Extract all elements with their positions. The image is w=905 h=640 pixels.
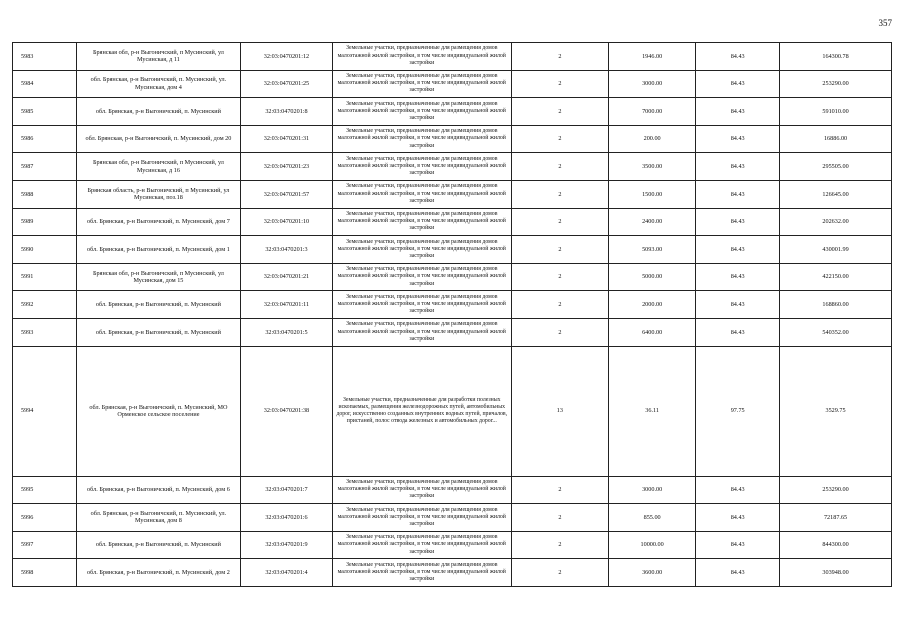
address-cell: обл. Брянская, р-н Выгоничский, п. Мусинский bbox=[76, 318, 240, 346]
cadastral-number-cell: 32:03:0470201:38 bbox=[241, 346, 333, 476]
cadastral-number-cell: 32:03:0470201:8 bbox=[241, 98, 333, 126]
group-number-cell: 13 bbox=[511, 346, 608, 476]
land-use-purpose-cell: Земельные участки, предназначенные для размещения домов малоэтажной жилой застройки, в том числе индивидуальной жилой застройки bbox=[332, 236, 511, 264]
cadastral-value-cell: 253290.00 bbox=[780, 476, 892, 504]
table-row bbox=[13, 125, 892, 153]
specific-value-cell: 84.43 bbox=[696, 531, 780, 559]
land-use-purpose-cell: Земельные участки, предназначенные для размещения домов малоэтажной жилой застройки, в том числе индивидуальной жилой застройки bbox=[332, 98, 511, 126]
table-row bbox=[13, 43, 892, 71]
cadastral-value-cell: 422150.00 bbox=[780, 263, 892, 291]
parcel-number-cell: 5997 bbox=[13, 531, 77, 559]
area-cell: 5093.00 bbox=[609, 236, 696, 264]
land-use-purpose-cell: Земельные участки, предназначенные для размещения домов малоэтажной жилой застройки, в том числе индивидуальной жилой застройки bbox=[332, 153, 511, 181]
table-row bbox=[13, 208, 892, 236]
group-number-cell: 2 bbox=[511, 504, 608, 532]
cadastral-value-cell: 303948.00 bbox=[780, 559, 892, 587]
land-use-purpose-cell: Земельные участки, предназначенные для размещения домов малоэтажной жилой застройки, в том числе индивидуальной жилой застройки bbox=[332, 559, 511, 587]
cadastral-value-cell: 126645.00 bbox=[780, 180, 892, 208]
table-row bbox=[13, 476, 892, 504]
group-number-cell: 2 bbox=[511, 531, 608, 559]
area-cell: 200.00 bbox=[609, 125, 696, 153]
address-cell: обл. Брянская, р-н Выгоничский, п. Мусинский bbox=[76, 531, 240, 559]
cadastral-value-cell: 168860.00 bbox=[780, 291, 892, 319]
land-use-purpose-cell: Земельные участки, предназначенные для размещения домов малоэтажной жилой застройки, в том числе индивидуальной жилой застройки bbox=[332, 291, 511, 319]
parcel-number-cell: 5996 bbox=[13, 504, 77, 532]
address-cell: Брянская обл, р-н Выгоничский, п Мусинский, ул Мусинская, д 11 bbox=[76, 43, 240, 71]
table-row bbox=[13, 263, 892, 291]
address-cell: обл. Брянская, р-н Выгоничский, п. Мусинский, МО Орменское сельское поселение bbox=[76, 346, 240, 476]
group-number-cell: 2 bbox=[511, 318, 608, 346]
area-cell: 2000.00 bbox=[609, 291, 696, 319]
address-cell: обл. Брянская, р-н Выгоничский, п. Мусинский bbox=[76, 98, 240, 126]
cadastral-number-cell: 32:03:0470201:57 bbox=[241, 180, 333, 208]
cadastral-value-cell: 16886.00 bbox=[780, 125, 892, 153]
land-use-purpose-cell: Земельные участки, предназначенные для размещения домов малоэтажной жилой застройки, в том числе индивидуальной жилой застройки bbox=[332, 504, 511, 532]
group-number-cell: 2 bbox=[511, 153, 608, 181]
area-cell: 1946.00 bbox=[609, 43, 696, 71]
specific-value-cell: 84.43 bbox=[696, 70, 780, 98]
address-cell: Брянская обл, р-н Выгоничский, п Мусинский, ул Мусинская, дом 15 bbox=[76, 263, 240, 291]
table-row bbox=[13, 318, 892, 346]
cadastral-number-cell: 32:03:0470201:10 bbox=[241, 208, 333, 236]
parcel-number-cell: 5998 bbox=[13, 559, 77, 587]
table-row bbox=[13, 98, 892, 126]
land-use-purpose-cell: Земельные участки, предназначенные для размещения домов малоэтажной жилой застройки, в том числе индивидуальной жилой застройки bbox=[332, 263, 511, 291]
address-cell: обл. Брянская, р-н Выгоничский, п. Мусинский, дом 7 bbox=[76, 208, 240, 236]
area-cell: 5000.00 bbox=[609, 263, 696, 291]
specific-value-cell: 97.75 bbox=[696, 346, 780, 476]
specific-value-cell: 84.43 bbox=[696, 180, 780, 208]
address-cell: обл. Брянская, р-н Выгоничский, п. Мусинский, дом 6 bbox=[76, 476, 240, 504]
land-use-purpose-cell: Земельные участки, предназначенные для размещения домов малоэтажной жилой застройки, в том числе индивидуальной жилой застройки bbox=[332, 70, 511, 98]
land-registry-table bbox=[12, 42, 892, 587]
group-number-cell: 2 bbox=[511, 291, 608, 319]
cadastral-number-cell: 32:03:0470201:6 bbox=[241, 504, 333, 532]
parcel-number-cell: 5985 bbox=[13, 98, 77, 126]
area-cell: 3000.00 bbox=[609, 476, 696, 504]
cadastral-value-cell: 3529.75 bbox=[780, 346, 892, 476]
cadastral-value-cell: 540352.00 bbox=[780, 318, 892, 346]
land-use-purpose-cell: Земельные участки, предназначенные для разработки полезных ископаемых, размещения железнодорожных путей, автомобильных дорог, искусственно созданных внутренних водных путей, причалов, пристаней, полос отвода железных и автомобильных дорог... bbox=[332, 346, 511, 476]
group-number-cell: 2 bbox=[511, 559, 608, 587]
address-cell: Брянская обл, р-н Выгоничский, п Мусинский, ул Мусинская, д 16 bbox=[76, 153, 240, 181]
table-row bbox=[13, 153, 892, 181]
parcel-number-cell: 5987 bbox=[13, 153, 77, 181]
registry-table-body bbox=[13, 43, 892, 587]
specific-value-cell: 84.43 bbox=[696, 559, 780, 587]
cadastral-number-cell: 32:03:0470201:12 bbox=[241, 43, 333, 71]
land-use-purpose-cell: Земельные участки, предназначенные для размещения домов малоэтажной жилой застройки, в том числе индивидуальной жилой застройки bbox=[332, 318, 511, 346]
parcel-number-cell: 5988 bbox=[13, 180, 77, 208]
land-use-purpose-cell: Земельные участки, предназначенные для размещения домов малоэтажной жилой застройки, в том числе индивидуальной жилой застройки bbox=[332, 43, 511, 71]
group-number-cell: 2 bbox=[511, 236, 608, 264]
area-cell: 7000.00 bbox=[609, 98, 696, 126]
cadastral-number-cell: 32:03:0470201:25 bbox=[241, 70, 333, 98]
specific-value-cell: 84.43 bbox=[696, 125, 780, 153]
group-number-cell: 2 bbox=[511, 43, 608, 71]
area-cell: 3500.00 bbox=[609, 153, 696, 181]
cadastral-number-cell: 32:03:0470201:4 bbox=[241, 559, 333, 587]
cadastral-value-cell: 591010.00 bbox=[780, 98, 892, 126]
address-cell: обл. Брянская, р-н Выгоничский, п. Мусинский, дом 1 bbox=[76, 236, 240, 264]
specific-value-cell: 84.43 bbox=[696, 236, 780, 264]
cadastral-number-cell: 32:03:0470201:5 bbox=[241, 318, 333, 346]
specific-value-cell: 84.43 bbox=[696, 504, 780, 532]
specific-value-cell: 84.43 bbox=[696, 291, 780, 319]
group-number-cell: 2 bbox=[511, 263, 608, 291]
parcel-number-cell: 5989 bbox=[13, 208, 77, 236]
area-cell: 2400.00 bbox=[609, 208, 696, 236]
group-number-cell: 2 bbox=[511, 208, 608, 236]
area-cell: 3000.00 bbox=[609, 70, 696, 98]
specific-value-cell: 84.43 bbox=[696, 476, 780, 504]
group-number-cell: 2 bbox=[511, 98, 608, 126]
parcel-number-cell: 5995 bbox=[13, 476, 77, 504]
area-cell: 36.11 bbox=[609, 346, 696, 476]
cadastral-value-cell: 72187.65 bbox=[780, 504, 892, 532]
land-use-purpose-cell: Земельные участки, предназначенные для размещения домов малоэтажной жилой застройки, в том числе индивидуальной жилой застройки bbox=[332, 180, 511, 208]
group-number-cell: 2 bbox=[511, 180, 608, 208]
cadastral-value-cell: 295505.00 bbox=[780, 153, 892, 181]
specific-value-cell: 84.43 bbox=[696, 263, 780, 291]
area-cell: 10000.00 bbox=[609, 531, 696, 559]
land-use-purpose-cell: Земельные участки, предназначенные для размещения домов малоэтажной жилой застройки, в том числе индивидуальной жилой застройки bbox=[332, 476, 511, 504]
address-cell: Брянская область, р-н Выгоничский, п Мусинский, ул Мусинская, поз.18 bbox=[76, 180, 240, 208]
cadastral-number-cell: 32:03:0470201:21 bbox=[241, 263, 333, 291]
page-number: 357 bbox=[878, 18, 892, 28]
parcel-number-cell: 5992 bbox=[13, 291, 77, 319]
address-cell: обл. Брянская, р-н Выгоничский, п. Мусинский, ул. Мусинская, дом 8 bbox=[76, 504, 240, 532]
cadastral-value-cell: 844300.00 bbox=[780, 531, 892, 559]
cadastral-number-cell: 32:03:0470201:31 bbox=[241, 125, 333, 153]
land-use-purpose-cell: Земельные участки, предназначенные для размещения домов малоэтажной жилой застройки, в том числе индивидуальной жилой застройки bbox=[332, 125, 511, 153]
table-row bbox=[13, 531, 892, 559]
area-cell: 3600.00 bbox=[609, 559, 696, 587]
parcel-number-cell: 5993 bbox=[13, 318, 77, 346]
area-cell: 855.00 bbox=[609, 504, 696, 532]
specific-value-cell: 84.43 bbox=[696, 318, 780, 346]
specific-value-cell: 84.43 bbox=[696, 153, 780, 181]
parcel-number-cell: 5990 bbox=[13, 236, 77, 264]
table-row bbox=[13, 70, 892, 98]
cadastral-number-cell: 32:03:0470201:9 bbox=[241, 531, 333, 559]
land-use-purpose-cell: Земельные участки, предназначенные для размещения домов малоэтажной жилой застройки, в том числе индивидуальной жилой застройки bbox=[332, 531, 511, 559]
group-number-cell: 2 bbox=[511, 125, 608, 153]
address-cell: обл. Брянская, р-н Выгоничский, п. Мусинский, дом 2 bbox=[76, 559, 240, 587]
cadastral-value-cell: 253290.00 bbox=[780, 70, 892, 98]
area-cell: 6400.00 bbox=[609, 318, 696, 346]
table-row bbox=[13, 504, 892, 532]
cadastral-number-cell: 32:03:0470201:3 bbox=[241, 236, 333, 264]
cadastral-value-cell: 430001.99 bbox=[780, 236, 892, 264]
parcel-number-cell: 5991 bbox=[13, 263, 77, 291]
land-use-purpose-cell: Земельные участки, предназначенные для размещения домов малоэтажной жилой застройки, в том числе индивидуальной жилой застройки bbox=[332, 208, 511, 236]
table-row bbox=[13, 236, 892, 264]
parcel-number-cell: 5986 bbox=[13, 125, 77, 153]
cadastral-value-cell: 202632.00 bbox=[780, 208, 892, 236]
table-row bbox=[13, 180, 892, 208]
address-cell: обл. Брянская, р-н Выгоничский, п. Мусинский, дом 20 bbox=[76, 125, 240, 153]
cadastral-number-cell: 32:03:0470201:11 bbox=[241, 291, 333, 319]
address-cell: обл. Брянская, р-н Выгоничский, п. Мусинский bbox=[76, 291, 240, 319]
group-number-cell: 2 bbox=[511, 476, 608, 504]
address-cell: обл. Брянская, р-н Выгоничский, п. Мусинский, ул. Мусинская, дом 4 bbox=[76, 70, 240, 98]
cadastral-number-cell: 32:03:0470201:23 bbox=[241, 153, 333, 181]
table-row bbox=[13, 346, 892, 476]
cadastral-value-cell: 164300.78 bbox=[780, 43, 892, 71]
specific-value-cell: 84.43 bbox=[696, 208, 780, 236]
group-number-cell: 2 bbox=[511, 70, 608, 98]
table-row bbox=[13, 559, 892, 587]
parcel-number-cell: 5983 bbox=[13, 43, 77, 71]
parcel-number-cell: 5994 bbox=[13, 346, 77, 476]
area-cell: 1500.00 bbox=[609, 180, 696, 208]
table-row bbox=[13, 291, 892, 319]
cadastral-number-cell: 32:03:0470201:7 bbox=[241, 476, 333, 504]
parcel-number-cell: 5984 bbox=[13, 70, 77, 98]
specific-value-cell: 84.43 bbox=[696, 98, 780, 126]
specific-value-cell: 84.43 bbox=[696, 43, 780, 71]
